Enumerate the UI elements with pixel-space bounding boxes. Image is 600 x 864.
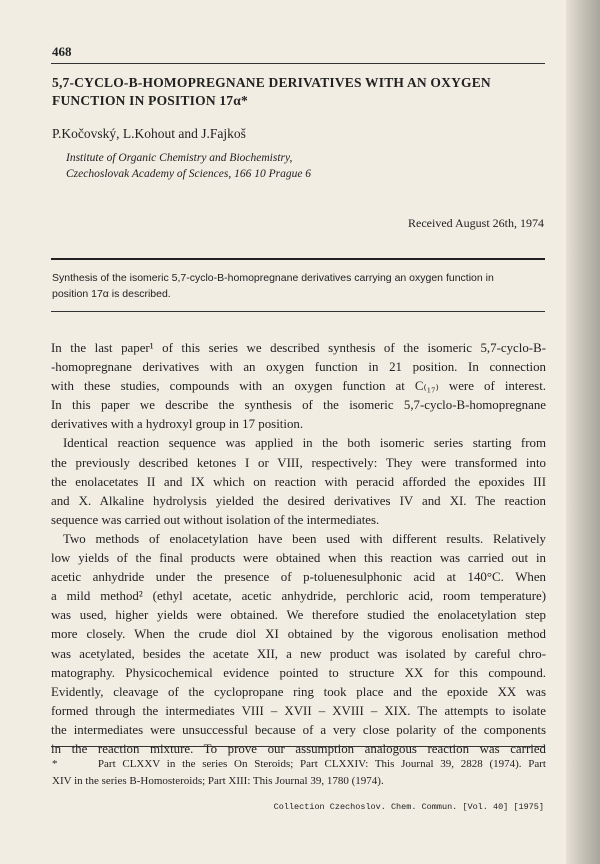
body-line: in the reaction mixture. To prove our assumption analogous reaction was carried xyxy=(51,741,546,756)
body-line: and X. Alkaline hydrolysis yielded the desired derivatives IV and XI. The reaction xyxy=(51,493,546,508)
article-title xyxy=(52,74,546,110)
affiliation xyxy=(66,150,311,182)
page-number: 468 xyxy=(52,44,72,59)
footnote-rule xyxy=(51,746,545,747)
affiliation-line: Institute of Organic Chemistry and Biochemistry, xyxy=(66,152,293,164)
body-line: the previously described ketones I or VIII, respectively: They were transformed into xyxy=(51,455,546,470)
received-date: Received August 26th, 1974 xyxy=(408,216,544,230)
body-line: -homopregnane derivatives with an oxygen function in 21 position. In connection xyxy=(51,360,546,375)
body-line: In the last paper¹ of this series we described synthesis of the isomeric 5,7-cyclo-B- xyxy=(51,341,546,355)
body-line: matography. Physicochemical evidence pointed to structure XX for this compound. xyxy=(51,665,546,680)
body-line: formed through the intermediates VIII – XVII – XVIII – XIX. The attempts to isolate xyxy=(51,703,546,718)
body-line: Two methods of enolacetylation have been used with different results. Relatively xyxy=(63,531,546,546)
body-line: was used, higher yields were obtained. We therefore studied the enolacetylation step xyxy=(51,608,546,623)
title-line: 5,7-CYCLO-B-HOMOPREGNANE DERIVATIVES WITH AN OXYGEN xyxy=(52,75,491,90)
body-line: a mild method² (ethyl acetate, acetic anhydride, perchloric acid, room temperature) xyxy=(51,589,546,604)
body-line: In this paper we describe the synthesis of the isomeric 5,7-cyclo-B-homopregnane xyxy=(51,398,546,413)
body-line: Evidently, cleavage of the cyclopropane ring took place and the epoxide XX was xyxy=(51,684,546,699)
body-line: acetic anhydride under the presence of p-toluenesulphonic acid at 140°C. When xyxy=(51,570,546,585)
body-line: with these studies, compounds with an oxygen function at C₍₁₇₎ were of interest. xyxy=(51,379,546,394)
body-line: the enolacetates II and IX which on reaction with peracid afforded the epoxides III xyxy=(51,474,546,489)
abstract-top-rule xyxy=(51,258,545,260)
abstract-bottom-rule xyxy=(51,311,545,312)
body-line: Identical reaction sequence was applied in the both isomeric series starting from xyxy=(63,436,546,451)
journal-footer: Collection Czechoslov. Chem. Commun. [Vol. 40] [1975] xyxy=(273,802,544,812)
footnote-line: XIV in the series B-Homosteroids; Part XIII: This Journal 39, 1780 (1974). xyxy=(52,775,384,787)
footnote xyxy=(52,756,546,790)
body-line: low yields of the final products were obtained when this reaction was carried out in xyxy=(51,551,546,566)
body-line: more closely. When the crude diol XI obtained by the vigorous enolisation method xyxy=(51,627,546,642)
header-rule xyxy=(51,63,545,64)
abstract xyxy=(52,270,546,302)
authors: P.Kočovský, L.Kohout and J.Fajkoš xyxy=(52,126,246,141)
abstract-line: position 17α is described. xyxy=(52,288,171,300)
title-line: FUNCTION IN POSITION 17α* xyxy=(52,93,248,108)
body-line: derivatives with a hydroxyl group in 17 position. xyxy=(51,417,304,432)
body-line: was acetylated, besides the acetate XII, a new product was isolated by careful chro- xyxy=(51,646,546,661)
abstract-line: Synthesis of the isomeric 5,7-cyclo-B-homopregnane derivatives carrying an oxygen function in xyxy=(52,272,494,284)
body-text xyxy=(51,339,546,759)
footnote-line: * Part CLXXV in the series On Steroids; Part CLXXIV: This Journal 39, 2828 (1974). Part xyxy=(52,758,546,770)
body-line: sequence was carried out without isolation of the intermediates. xyxy=(51,512,380,527)
affiliation-line: Czechoslovak Academy of Sciences, 166 10 Prague 6 xyxy=(66,168,312,180)
body-line: the intermediates were unsuccessful because of a very close polarity of the components xyxy=(51,722,546,737)
